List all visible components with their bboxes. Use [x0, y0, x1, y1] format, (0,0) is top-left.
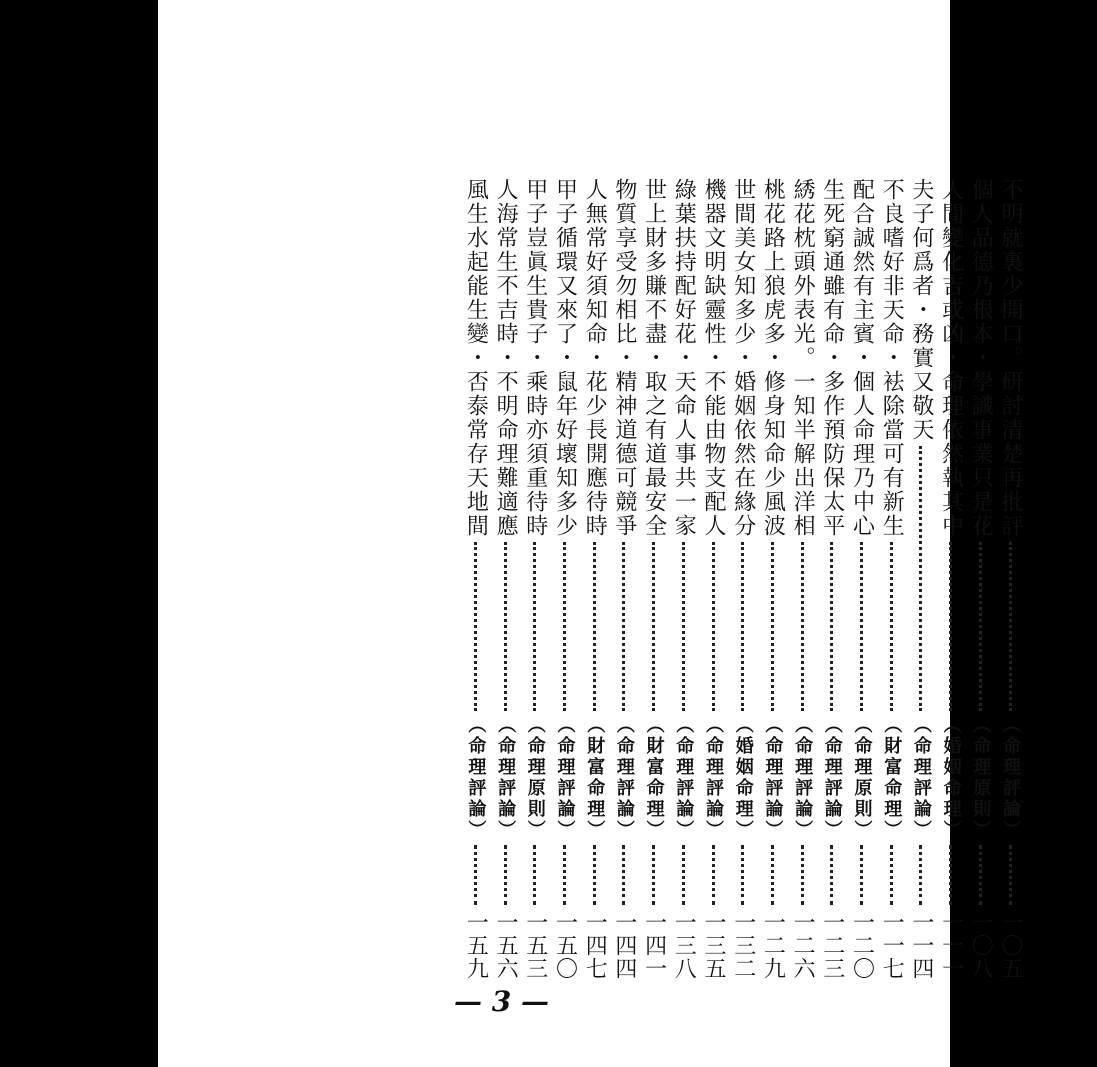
toc-entry-category: （命理評論）: [762, 715, 784, 841]
leader-dots: [949, 845, 952, 905]
leader-dots: [533, 845, 536, 905]
toc-entry: [907, 178, 935, 980]
toc-entry-title: 人海常生不吉時・不明命理難適應: [493, 178, 519, 538]
leader-dots: [771, 845, 774, 905]
leader-dots: [949, 542, 952, 711]
toc-entry: [610, 178, 638, 980]
toc-entry: [996, 178, 1024, 980]
leader-dots: [504, 542, 507, 711]
leader-dots: [801, 542, 804, 711]
toc-entry: [521, 178, 549, 980]
toc-entry: [818, 178, 846, 980]
toc-entry: [640, 178, 668, 980]
toc-entry-page: 一一一: [938, 911, 964, 980]
leader-dots: [979, 542, 982, 711]
toc-entry-page: 一一七: [879, 911, 905, 980]
toc-entry-category: （命理評論）: [910, 715, 932, 841]
toc-entry: [580, 178, 608, 980]
leader-dots: [712, 542, 715, 711]
toc-entry-title: 個人品德乃根本・學識事業只是花: [968, 178, 994, 538]
leader-dots: [801, 845, 804, 905]
leader-dots: [771, 542, 774, 711]
toc-entry-page: 一四一: [641, 911, 667, 980]
toc-entry-title: 不良嗜好非天命・袪除當可有新生: [879, 178, 905, 538]
leader-dots: [830, 845, 833, 905]
toc-entry-category: （命理評論）: [495, 715, 517, 841]
leader-dots: [652, 542, 655, 711]
toc-entry-title: 物質享受勿相比・精神道德可競爭: [611, 178, 637, 538]
toc-entry-category: （命理原則）: [851, 715, 873, 841]
leader-dots: [919, 845, 922, 905]
toc-entry-title: 生死窮通雖有命・多作預防保太平: [819, 178, 845, 538]
toc-entry-page: 一〇五: [998, 911, 1023, 980]
toc-entry-page: 一一四: [908, 911, 934, 980]
toc-entry-title: 世間美女知多少・婚姻依然在緣分: [730, 178, 756, 538]
leader-dots: [860, 542, 863, 711]
toc-entry: [848, 178, 876, 980]
toc-entry-title: 甲子循環又來了・鼠年好壞知多少: [552, 178, 578, 538]
leader-dots: [1009, 542, 1012, 711]
toc-entry-page: 一三八: [671, 911, 697, 980]
toc-entry-title: 風生水起能生變・否泰常存天地間: [463, 178, 489, 538]
toc-entry-page: 一五〇: [552, 911, 578, 980]
toc-entry-category: （財富命理）: [881, 715, 903, 841]
toc-entry: [669, 178, 697, 980]
table-of-contents: [454, 178, 1024, 980]
toc-entry-category: （財富命理）: [584, 715, 606, 841]
toc-entry: [729, 178, 757, 980]
toc-entry: [461, 178, 489, 980]
toc-entry-page: 一三二: [730, 911, 756, 980]
toc-entry-page: 一〇八: [968, 911, 994, 980]
leader-dots: [593, 542, 596, 711]
leader-dots: [652, 845, 655, 905]
toc-entry-category: （財富命理）: [643, 715, 665, 841]
toc-entry: [491, 178, 519, 980]
toc-entry-title: 甲子豈眞生貴子・乘時亦須重待時: [522, 178, 548, 538]
leader-dots: [533, 542, 536, 711]
toc-entry-title: 綠葉扶持配好花・天命人事共一家: [671, 178, 697, 538]
leader-dots: [563, 845, 566, 905]
toc-entry-page: 一五九: [463, 911, 489, 980]
leader-dots: [682, 542, 685, 711]
page-number: — 3 —: [454, 985, 549, 1018]
toc-entry-title: 配合誠然有主賓・個人命理乃中心: [849, 178, 875, 538]
toc-entry-category: （命理評論）: [613, 715, 635, 841]
toc-entry-category: （婚姻命理）: [940, 715, 962, 841]
toc-entry-category: （命理評論）: [703, 715, 724, 841]
toc-entry-title: 桃花路上狼虎多・修身知命少風波: [760, 178, 786, 538]
toc-entry-category: （命理評論）: [792, 715, 814, 841]
toc-entry-page: 一二三: [819, 911, 845, 980]
toc-entry: [788, 178, 816, 980]
toc-entry-category: （命理原則）: [970, 715, 992, 841]
leader-dots: [682, 845, 685, 905]
toc-entry: [966, 178, 994, 980]
toc-entry-page: 一四四: [611, 911, 637, 980]
toc-entry-title: 世上財多賺不盡・取之有道最安全: [641, 178, 667, 538]
leader-dots: [712, 845, 715, 905]
leader-dots: [919, 446, 922, 711]
toc-entry-category: （命理評論）: [465, 715, 487, 841]
toc-entry-title: 人間變化吉或凶・命理依然執其中: [938, 178, 964, 538]
toc-entry-page: 一二六: [790, 911, 816, 980]
leader-dots: [593, 845, 596, 905]
leader-dots: [890, 542, 893, 711]
leader-dots: [741, 542, 744, 711]
toc-entry: [937, 178, 965, 980]
toc-entry-category: （婚姻命理）: [732, 715, 754, 841]
toc-entry: [877, 178, 905, 980]
leader-dots: [979, 845, 982, 905]
leader-dots: [860, 845, 863, 905]
toc-entry-page: 一五三: [522, 911, 548, 980]
leader-dots: [1009, 845, 1012, 905]
leader-dots: [622, 845, 625, 905]
toc-entry: [551, 178, 579, 980]
toc-entry-title: 不明就裏少開口。研討清楚再批評: [998, 178, 1023, 538]
leader-dots: [474, 542, 477, 711]
toc-entry-category: （命理原則）: [524, 715, 546, 841]
toc-entry: [699, 178, 727, 980]
toc-entry-page: 一二九: [760, 911, 786, 980]
toc-entry-page: 一五六: [493, 911, 519, 980]
toc-entry-title: 夫子何爲者・務實又敬天: [908, 178, 934, 442]
toc-entry-page: 一二〇: [849, 911, 875, 980]
toc-entry-page: 一四七: [582, 911, 608, 980]
toc-entry-category: （命理評論）: [673, 715, 695, 841]
toc-entry: [758, 178, 786, 980]
leader-dots: [741, 845, 744, 905]
toc-entry-category: （命理評論）: [554, 715, 576, 841]
leader-dots: [830, 542, 833, 711]
leader-dots: [504, 845, 507, 905]
toc-entry-category: （命理評論）: [821, 715, 843, 841]
leader-dots: [563, 542, 566, 711]
book-page: [158, 0, 1023, 1067]
toc-entry-page: 一三五: [701, 911, 726, 980]
toc-entry-category: （命理評論）: [1000, 715, 1021, 841]
leader-dots: [622, 542, 625, 711]
toc-entry-title: 人無常好須知命・花少長開應待時: [582, 178, 608, 538]
toc-entry-title: 綉花枕頭外表光。一知半解出洋相: [790, 178, 816, 538]
leader-dots: [890, 845, 893, 905]
leader-dots: [474, 845, 477, 905]
toc-entry-title: 機器文明缺靈性・不能由物支配人: [701, 178, 726, 538]
